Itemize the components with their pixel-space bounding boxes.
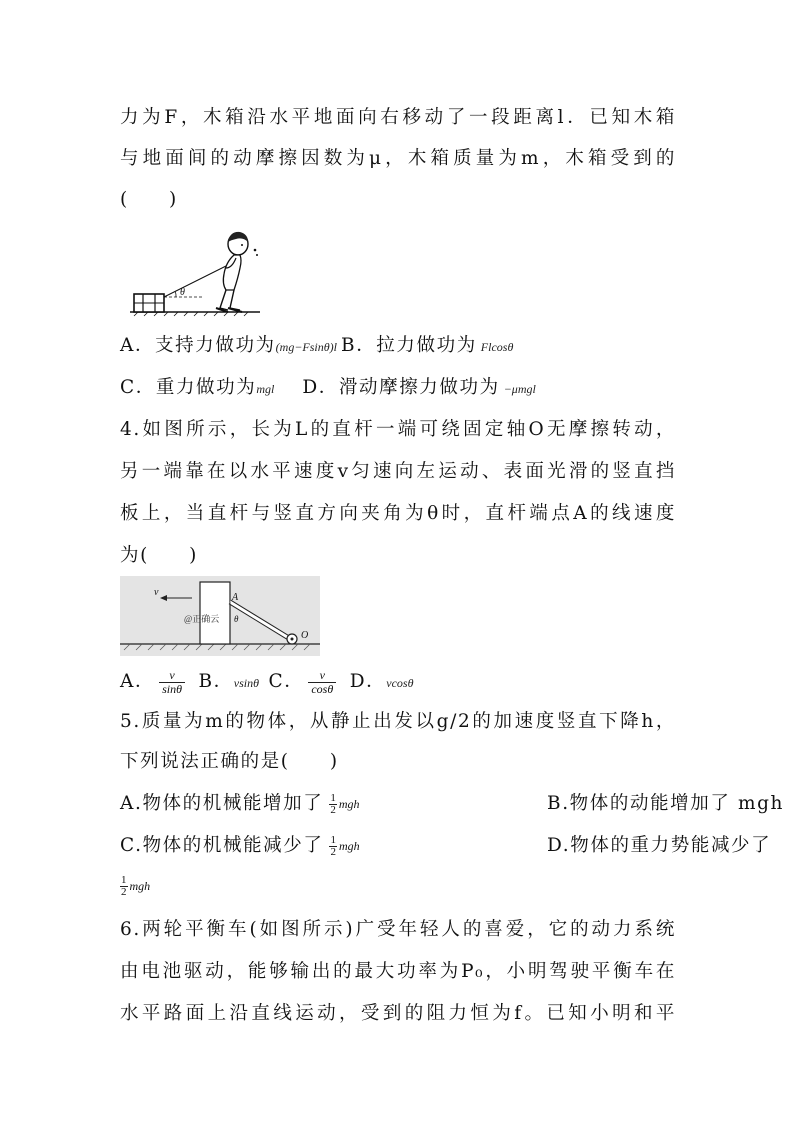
theta-label: θ: [180, 287, 185, 298]
q5-option-d-continued: $\frac{1}{2}$ mgh: [121, 873, 151, 898]
q4-option-d[interactable]: D．vcosθ: [349, 671, 414, 692]
q4-line-3: 板上，当直杆与竖直方向夹角为θ时，直杆端点A的线速度: [120, 503, 676, 524]
q4-option-b[interactable]: B．vsinθ: [198, 671, 259, 692]
q4-line-1: 4.如图所示，长为L的直杆一端可绕固定轴O无摩擦转动，: [120, 419, 676, 440]
q3-line-1: 力为F，木箱沿水平地面向右移动了一段距离l．已知木箱: [120, 107, 676, 128]
q3-option-b[interactable]: B．拉力做功为 Flcosθ: [341, 335, 514, 356]
q5-option-c[interactable]: C.物体的机械能减少了 $\frac{1}{2}$ mgh: [120, 833, 360, 858]
o-label: O: [301, 630, 309, 641]
q3-paren: ( ): [120, 189, 178, 210]
q4-line-4: 为( ): [120, 545, 198, 566]
q3-options-row-1: [120, 334, 676, 359]
q6-line-1: 6.两轮平衡车(如图所示)广受年轻人的喜爱，它的动力系统: [120, 919, 676, 940]
v-label: v: [154, 587, 159, 598]
q4-line-2: 另一端靠在以水平速度v匀速向左运动、表面光滑的竖直挡: [120, 461, 676, 482]
q5-options-row-1: [120, 790, 785, 818]
q6-line-2: 由电池驱动，能够输出的最大功率为P₀，小明驾驶平衡车在: [120, 961, 676, 982]
q5-line-2: 下列说法正确的是( ): [120, 751, 339, 772]
q6-line-3: 水平路面上沿直线运动，受到的阻力恒为f。已知小明和平: [120, 1003, 676, 1024]
q4-option-a[interactable]: A． $\frac{v}{\sin\theta}$: [120, 671, 189, 692]
a-label: A: [232, 592, 239, 603]
q5-option-a[interactable]: A.物体的机械能增加了 $\frac{1}{2}$ mgh: [120, 791, 360, 816]
q5-options-row-2: [120, 832, 772, 860]
q4-option-c[interactable]: C． $\frac{v}{\cos\theta}$: [268, 671, 340, 692]
q3-option-c[interactable]: C．重力做功为mgl: [120, 377, 275, 398]
q4-figure-rod-on-board: [120, 576, 320, 656]
q5-option-b[interactable]: B.物体的动能增加了 mgh: [547, 793, 785, 814]
q5-option-d[interactable]: D.物体的重力势能减少了: [547, 835, 772, 856]
q3-option-d[interactable]: D．滑动摩擦力做功为 −μmgl: [302, 377, 536, 398]
q3-options-row-2: [120, 376, 676, 401]
q4-options: [120, 668, 676, 697]
q3-line-2: 与地面间的动摩擦因数为μ，木箱质量为m，木箱受到的: [120, 148, 676, 169]
theta-label-q4: θ: [234, 614, 239, 624]
watermark: @正确云: [184, 614, 220, 624]
q5-line-1: 5.质量为m的物体，从静止出发以g/2的加速度竖直下降h，: [120, 711, 676, 732]
q3-figure-boy-pulling-box: [130, 228, 280, 320]
q3-option-a[interactable]: A．支持力做功为(mg−Fsinθ)l: [120, 335, 337, 356]
